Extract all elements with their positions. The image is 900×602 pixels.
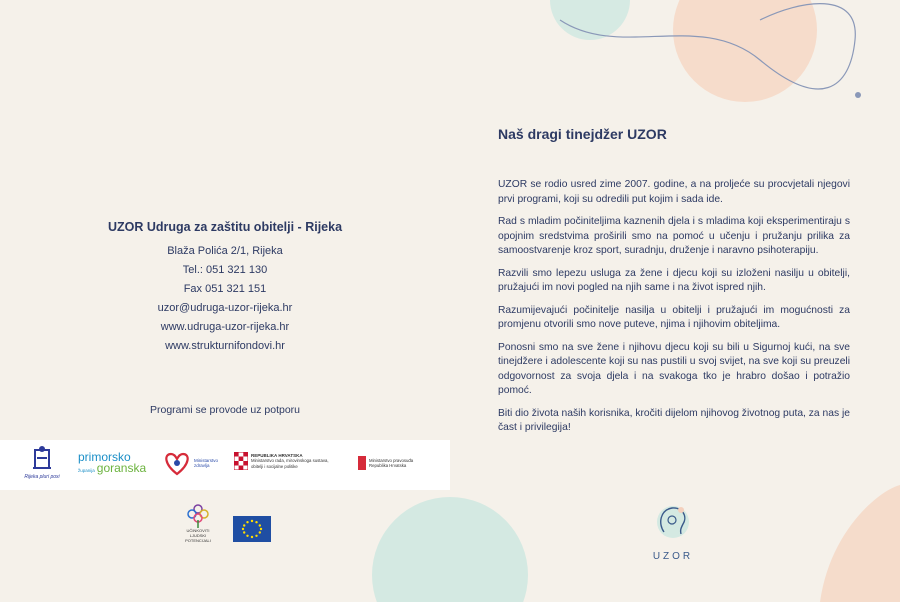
croatia-ministry-text: Ministarstvo rada, mirovinskoga sustava, obitelji i socijalne politike: [251, 458, 329, 469]
red-flag-icon: [358, 456, 366, 470]
rijeka-logo: [20, 444, 64, 480]
paragraph: Ponosni smo na sve žene i njihovu djecu koji su bili u Sigurnoj kući, na sve tinejdžere i adolescente koji su nas pustili u svoj svijet, na sve koji su preuzeli odgovornost za svoja djela i na svakoga tko je hrabro došao i potražio pomoć.: [498, 341, 850, 396]
eu-flag-logo: [233, 516, 271, 542]
gov-office-logo: [358, 456, 431, 470]
paragraph: Razvili smo lepezu usluga za žene i djecu koji su izloženi nasilju u obitelji, pružajući im novi pogled na njih same i na život ispred njih.: [498, 267, 850, 293]
website-link[interactable]: www.udruga-uzor-rijeka.hr: [160, 321, 290, 333]
fax: Fax 051 321 151: [183, 283, 267, 295]
rijeka-icon: [27, 444, 57, 474]
flower-icon: [184, 502, 212, 528]
heart-people-icon: [162, 450, 192, 476]
eu-flag-icon: [233, 516, 271, 542]
croatia-title: REPUBLIKA HRVATSKA: [251, 453, 303, 458]
paragraph: Razumijevajući počinitelje nasilja u obitelji i pružajući im mogućnosti za promjenu otvorili smo nove puteve, njima i njihovim obiteljima.: [498, 304, 850, 330]
primorsko-sub-text: županija: [78, 468, 95, 473]
uzor-brand: [643, 500, 703, 562]
paragraph: UZOR se rodio usred zime 2007. godine, a na proljeće su procvjetali njegovi prvi programi, koji su odredili put kojim i sada ide.: [498, 179, 850, 205]
paragraph: Biti dio života naših korisnika, kročiti dijelom njihovog životnog puta, za nas je čast i privilegija!: [498, 407, 850, 433]
sponsor-logos-band: [0, 440, 450, 490]
body-text: [498, 178, 850, 444]
uzor-head-icon: [650, 500, 696, 544]
ministry-health-logo: [162, 450, 224, 476]
fund-site-link[interactable]: www.strukturnifondovi.hr: [165, 340, 285, 352]
gov-office-text: Ministarstvo pravosuđa Republika Hrvatska: [369, 457, 414, 468]
esf-text: UČINKOVITI LJUDSKI POTENCIJALI: [185, 528, 211, 543]
right-page: [450, 0, 900, 602]
paragraph: Rad s mladim počiniteljima kaznenih djela i s mladima koji eksperimentiraju s opojnim sredstvima proširili smo na pomoć u učenju i pružanju prilika za samoostvarenje kroz sport, suradnju, druženje i naravno psihoterapiju.: [498, 216, 850, 256]
ministry-health-text: Ministarstvo zdravlja: [194, 458, 219, 468]
org-name: UZOR Udruga za zaštitu obitelji - Rijeka: [107, 220, 343, 234]
croatia-coat-of-arms-icon: [234, 452, 248, 470]
support-text: Programi se provode uz potporu: [150, 404, 300, 416]
primorsko-goranska-logo: [78, 452, 146, 474]
contact-block: [0, 220, 450, 356]
esf-logo: [178, 502, 218, 543]
goranska-text: goranska: [96, 461, 147, 475]
phone: Tel.: 051 321 130: [182, 264, 268, 276]
primorsko-text: primorsko: [78, 450, 131, 464]
rijeka-logo-text: Rijeka pluri poxi: [24, 474, 60, 480]
brand-name: UZOR: [652, 551, 694, 562]
croatia-ministry-logo: [234, 452, 337, 470]
email-link[interactable]: uzor@udruga-uzor-rijeka.hr: [157, 302, 293, 314]
page-title: Naš dragi tinejdžer UZOR: [498, 126, 667, 142]
address: Blaža Polića 2/1, Rijeka: [167, 245, 283, 257]
